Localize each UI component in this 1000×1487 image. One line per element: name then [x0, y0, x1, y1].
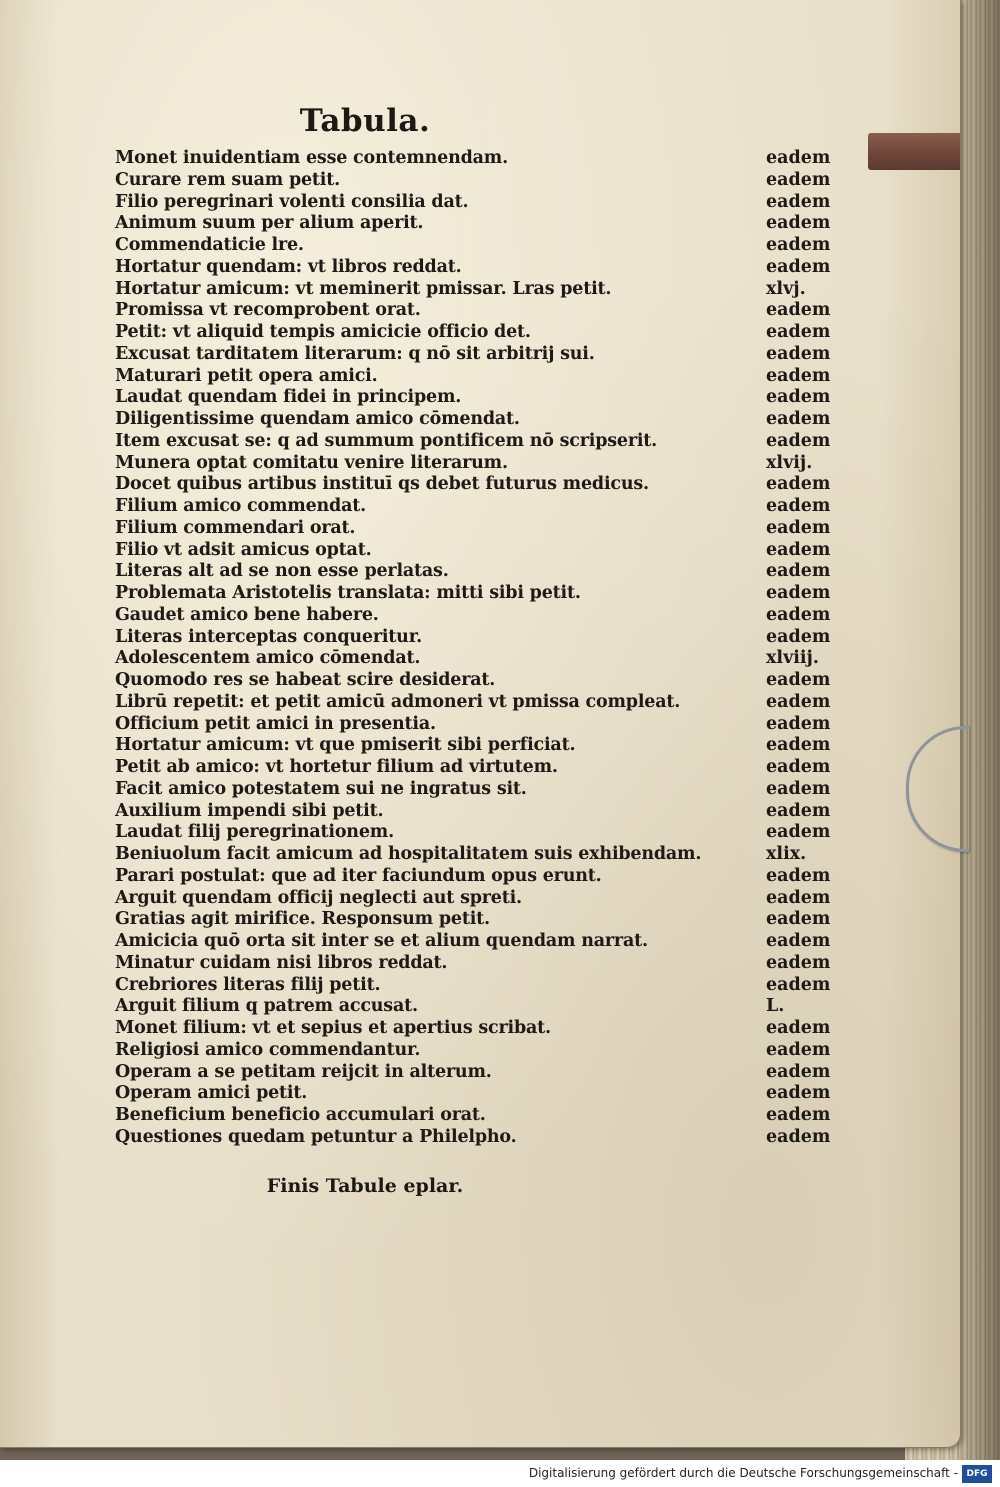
- entry-text: Laudat quendam fidei in principem.: [115, 387, 462, 407]
- entry-text: Monet inuidentiam esse contemnendam.: [115, 148, 509, 168]
- entry-folio-ref: eadem: [766, 888, 831, 908]
- entry-folio-ref: eadem: [766, 909, 831, 929]
- entry-folio-ref: eadem: [766, 213, 831, 233]
- entry-folio-ref: eadem: [766, 561, 831, 581]
- entry-text: Monet filium: vt et sepius et apertius scribat.: [115, 1018, 551, 1038]
- entry-folio-ref: eadem: [766, 866, 831, 886]
- entry-folio-ref: eadem: [766, 322, 831, 342]
- bookmark-tab: [868, 133, 960, 170]
- entry-text: Arguit filium q patrem accusat.: [115, 996, 418, 1016]
- entry-text: Questiones quedam petuntur a Philelpho.: [115, 1127, 517, 1147]
- entry-text: Filium amico commendat.: [115, 496, 366, 516]
- entry-folio-ref: eadem: [766, 387, 831, 407]
- entry-text: Gratias agit mirifice. Responsum petit.: [115, 909, 490, 929]
- entry-folio-ref: eadem: [766, 1018, 831, 1038]
- entry-text: Librū repetit: et petit amicū admoneri vt pmissa compleat.: [115, 692, 681, 712]
- entry-folio-ref: eadem: [766, 148, 831, 168]
- entry-text: Petit: vt aliquid tempis amicicie officio det.: [115, 322, 531, 342]
- entry-folio-ref: eadem: [766, 431, 831, 451]
- entry-text: Arguit quendam officij neglecti aut spreti.: [115, 888, 522, 908]
- credit-text: Digitalisierung gefördert durch die Deutsche Forschungsgemeinschaft -: [528, 1466, 958, 1480]
- entry-folio-ref: eadem: [766, 975, 831, 995]
- entry-text: Laudat filij peregrinationem.: [115, 822, 394, 842]
- entry-text: Animum suum per alium aperit.: [115, 213, 424, 233]
- entry-folio-ref: eadem: [766, 1105, 831, 1125]
- entry-text: Docet quibus artibus instituī qs debet futurus medicus.: [115, 474, 649, 494]
- entry-text: Hortatur quendam: vt libros reddat.: [115, 257, 462, 277]
- entry-folio-ref: eadem: [766, 583, 831, 603]
- entry-text: Adolescentem amico cōmendat.: [115, 648, 421, 668]
- entry-folio-ref: eadem: [766, 170, 831, 190]
- entry-text: Problemata Aristotelis translata: mitti sibi petit.: [115, 583, 581, 603]
- entry-folio-ref: xlvj.: [766, 279, 806, 299]
- entry-folio-ref: eadem: [766, 627, 831, 647]
- entry-folio-ref: eadem: [766, 474, 831, 494]
- entry-text: Hortatur amicum: vt que pmiserit sibi perficiat.: [115, 735, 576, 755]
- entry-text: Filium commendari orat.: [115, 518, 356, 538]
- entry-text: Diligentissime quendam amico cōmendat.: [115, 409, 520, 429]
- entry-text: Crebriores literas filij petit.: [115, 975, 381, 995]
- entry-folio-ref: eadem: [766, 1127, 831, 1147]
- entry-folio-ref: eadem: [766, 518, 831, 538]
- entry-folio-ref: eadem: [766, 344, 831, 364]
- entry-folio-ref: eadem: [766, 540, 831, 560]
- entry-text: Beneficium beneficio accumulari orat.: [115, 1105, 486, 1125]
- page-title: Tabula.: [299, 103, 431, 139]
- entry-folio-ref: eadem: [766, 366, 831, 386]
- entry-text: Promissa vt recomprobent orat.: [115, 300, 421, 320]
- entry-text: Excusat tarditatem literarum: q nō sit arbitrij sui.: [115, 344, 595, 364]
- entry-text: Maturari petit opera amici.: [115, 366, 378, 386]
- entry-folio-ref: eadem: [766, 692, 831, 712]
- entry-text: Hortatur amicum: vt meminerit pmissar. Lras petit.: [115, 279, 612, 299]
- entry-folio-ref: eadem: [766, 1062, 831, 1082]
- entry-text: Commendaticie lre.: [115, 235, 304, 255]
- entry-text: Parari postulat: que ad iter faciundum opus erunt.: [115, 866, 602, 886]
- entry-folio-ref: eadem: [766, 670, 831, 690]
- entry-text: Amicicia quō orta sit inter se et alium quendam narrat.: [115, 931, 648, 951]
- entry-text: Literas alt ad se non esse perlatas.: [115, 561, 449, 581]
- entry-text: Filio peregrinari volenti consilia dat.: [115, 192, 469, 212]
- entry-folio-ref: eadem: [766, 300, 831, 320]
- entry-text: Filio vt adsit amicus optat.: [115, 540, 372, 560]
- entry-folio-ref: eadem: [766, 953, 831, 973]
- entry-folio-ref: xlix.: [766, 844, 807, 864]
- entry-folio-ref: xlviij.: [766, 648, 819, 668]
- entry-folio-ref: eadem: [766, 735, 831, 755]
- entry-folio-ref: eadem: [766, 1083, 831, 1103]
- entry-folio-ref: eadem: [766, 757, 831, 777]
- entry-text: Officium petit amici in presentia.: [115, 714, 436, 734]
- entry-folio-ref: eadem: [766, 496, 831, 516]
- colophon-line: Finis Tabule eplar.: [266, 1175, 464, 1197]
- entry-text: Minatur cuidam nisi libros reddat.: [115, 953, 448, 973]
- entry-folio-ref: eadem: [766, 931, 831, 951]
- entry-text: Petit ab amico: vt hortetur filium ad virtutem.: [115, 757, 558, 777]
- entry-folio-ref: eadem: [766, 822, 831, 842]
- entry-text: Operam a se petitam reijcit in alterum.: [115, 1062, 492, 1082]
- entry-text: Religiosi amico commendantur.: [115, 1040, 421, 1060]
- entry-folio-ref: eadem: [766, 235, 831, 255]
- entry-text: Beniuolum facit amicum ad hospitalitatem suis exhibendam.: [115, 844, 702, 864]
- entry-folio-ref: xlvij.: [766, 453, 813, 473]
- entry-folio-ref: L.: [766, 996, 785, 1016]
- entry-text: Auxilium impendi sibi petit.: [115, 801, 384, 821]
- entry-text: Curare rem suam petit.: [115, 170, 341, 190]
- entry-folio-ref: eadem: [766, 409, 831, 429]
- entry-folio-ref: eadem: [766, 192, 831, 212]
- entry-text: Facit amico potestatem sui ne ingratus sit.: [115, 779, 527, 799]
- entry-text: Gaudet amico bene habere.: [115, 605, 379, 625]
- entry-text: Munera optat comitatu venire literarum.: [115, 453, 508, 473]
- entry-text: Item excusat se: q ad summum pontificem nō scripserit.: [115, 431, 658, 451]
- entry-text: Quomodo res se habeat scire desiderat.: [115, 670, 496, 690]
- entry-folio-ref: eadem: [766, 714, 831, 734]
- entry-folio-ref: eadem: [766, 779, 831, 799]
- entry-text: Literas interceptas conqueritur.: [115, 627, 423, 647]
- logo-label: DFG: [966, 1469, 988, 1479]
- entry-folio-ref: eadem: [766, 1040, 831, 1060]
- entry-folio-ref: eadem: [766, 257, 831, 277]
- entry-folio-ref: eadem: [766, 801, 831, 821]
- entry-text: Operam amici petit.: [115, 1083, 308, 1103]
- dfg-logo-icon: [962, 1465, 992, 1483]
- entry-folio-ref: eadem: [766, 605, 831, 625]
- credit-bar: [0, 1460, 1000, 1487]
